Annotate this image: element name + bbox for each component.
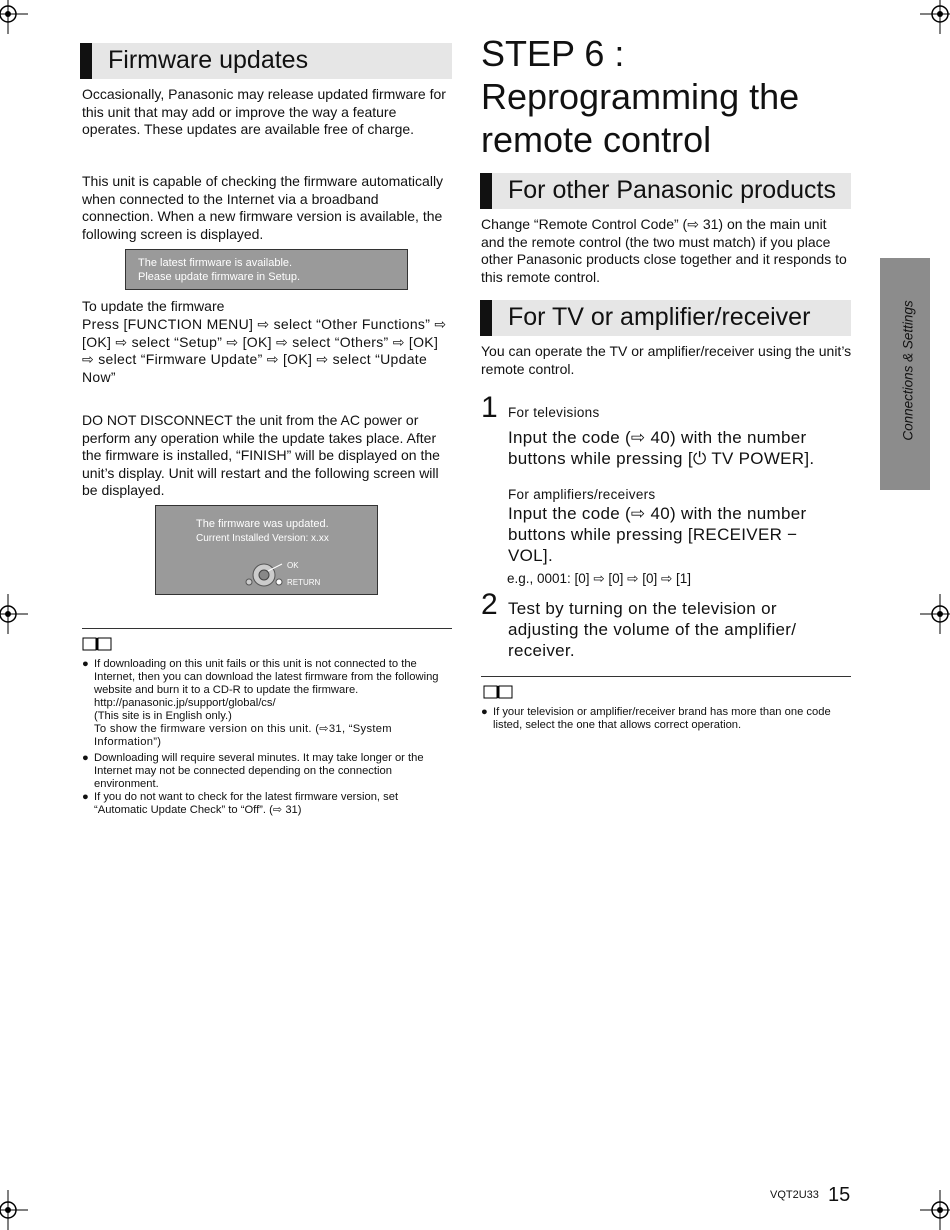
note-book-icon <box>483 685 513 699</box>
note-text: If downloading on this unit fails or this unit is not connected to the Internet, then you can download the latest firmware from the following website and burn it to a CD-R to update the firmware. <box>94 658 439 696</box>
section-heading-firmware <box>80 43 452 79</box>
step-instruction: Input the code (⇨ 40) with the number buttons while pressing [⏻ TV POWER]. <box>508 428 815 468</box>
section-heading-tv <box>480 300 851 336</box>
screen-ok-label: OK <box>287 561 299 570</box>
step-subheading: For televisions <box>508 405 600 420</box>
registration-mark-icon <box>0 1190 28 1230</box>
firmware-auto-check: This unit is capable of checking the firmware automatically when connected to the Internet via a broadband connection. When a new firmware version is available, the following screen is displayed. <box>82 173 444 242</box>
section-heading-text: For TV or amplifier/receiver <box>508 303 811 331</box>
screen-line: Please update firmware in Setup. <box>138 271 301 283</box>
tv-intro-text: You can operate the TV or amplifier/receiver using the unit’s remote control. <box>481 343 852 377</box>
screen-line: The firmware was updated. <box>196 518 329 530</box>
note-text: If you do not want to check for the latest firmware version, set “Automatic Update Check” to “Off”. (⇨ 31) <box>94 791 399 816</box>
panasonic-products-text: Change “Remote Control Code” (⇨ 31) on the main unit and the remote control (the two must match) if you place other Panasonic products close together and it responds to this remote control. <box>481 216 847 285</box>
note-book-icon <box>82 637 112 651</box>
note-item: ● If you do not want to check for the latest firmware version, set “Automatic Update Check” to “Off”. (⇨ 31) <box>94 791 414 817</box>
screen-line: Current Installed Version: x.xx <box>196 533 329 544</box>
divider <box>82 628 452 629</box>
note-item: ● Downloading will require several minutes. It may take longer or the Internet may not be connected depending on the connection environment. <box>94 752 444 791</box>
registration-mark-icon <box>920 1190 950 1230</box>
step-subheading: For amplifiers/receivers <box>508 487 656 502</box>
section-side-tab <box>880 258 930 490</box>
side-tab-label: Connections & Settings <box>900 300 916 441</box>
step-instruction: Input the code (⇨ 40) with the number buttons while pressing [RECEIVER − VOL]. <box>508 504 807 565</box>
page-number: 15 <box>828 1184 851 1206</box>
section-heading-panasonic <box>480 173 851 209</box>
step-title: STEP 6 : Reprogramming the remote control <box>481 33 800 160</box>
note-url: http://panasonic.jp/support/global/cs/ <box>94 697 276 709</box>
note-item: ● If downloading on this unit fails or this unit is not connected to the Internet, then you can download the latest firmware from the following website and burn it to a CD-R to update the firmware. http://panasonic.jp/support/global/cs/ (This site is in English only.) To show the firmware version on this unit. (⇨31, “System Information”) <box>94 658 454 749</box>
divider <box>481 676 851 677</box>
firmware-available-screen <box>125 249 408 290</box>
document-code: VQT2U33 <box>770 1189 819 1201</box>
update-steps: Press [FUNCTION MENU] ⇨ select “Other Functions” ⇨ [OK] ⇨ select “Setup” ⇨ [OK] ⇨ select “Others” ⇨ [OK] ⇨ select “Firmware Update” ⇨ [OK] ⇨ select “Update Now” <box>82 316 447 385</box>
note-text: If your television or amplifier/receiver brand has more than one code listed, select the one that allows correct operation. <box>493 706 831 731</box>
step-instruction: Test by turning on the television or adjusting the volume of the amplifier/ receiver. <box>508 599 797 660</box>
note-site: (This site is in English only.) <box>94 710 232 722</box>
firmware-updated-screen <box>155 505 378 595</box>
remote-dpad-icon <box>244 561 284 589</box>
step-number: 1 <box>481 391 498 424</box>
update-warning: DO NOT DISCONNECT the unit from the AC power or perform any operation while the update takes place. After the firmware is installed, “FINISH” will be displayed on the unit’s display. Unit will restart and the following screen will be displayed. <box>82 412 440 498</box>
section-heading-text: Firmware updates <box>108 46 309 74</box>
step-number: 2 <box>481 588 498 621</box>
firmware-intro: Occasionally, Panasonic may release updated firmware for this unit that may add or improve the way a feature operates. These updates are available free of charge. <box>82 86 446 137</box>
screen-line: The latest firmware is available. <box>138 257 293 269</box>
registration-mark-icon <box>0 0 28 34</box>
step-example: e.g., 0001: [0] ⇨ [0] ⇨ [0] ⇨ [1] <box>507 571 692 586</box>
note-item: ● If your television or amplifier/receiver brand has more than one code listed, select the one that allows correct operation. <box>493 706 843 732</box>
registration-mark-icon <box>920 0 950 34</box>
registration-mark-icon <box>0 594 28 634</box>
note-text: Downloading will require several minutes. It may take longer or the Internet may not be connected depending on the connection environment. <box>94 752 424 790</box>
registration-mark-icon <box>920 594 950 634</box>
update-title: To update the firmware <box>82 298 225 314</box>
note-show: To show the firmware version on this unit. (⇨31, “System Information”) <box>94 723 392 748</box>
section-heading-text: For other Panasonic products <box>508 176 836 204</box>
screen-return-label: RETURN <box>287 578 321 587</box>
